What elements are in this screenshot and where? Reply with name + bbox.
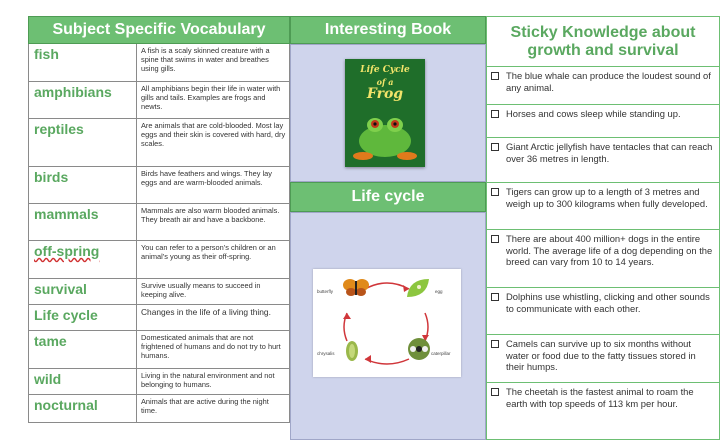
vocab-term: wild — [29, 369, 137, 394]
vocab-row-wild — [28, 369, 290, 395]
vocab-term: tame — [29, 331, 137, 368]
vocab-term: reptiles — [29, 119, 137, 166]
vocab-definition: Living in the natural environment and not belonging to humans. — [141, 371, 275, 389]
life-cycle-diagram — [313, 269, 461, 377]
vocabulary-column — [28, 16, 290, 423]
label-butterfly: butterfly — [317, 289, 334, 294]
vocab-row-birds — [28, 167, 290, 204]
checkbox-icon — [491, 293, 499, 301]
vocab-definition: You can refer to a person’s children or an animal’s young as their off-spring. — [141, 243, 276, 261]
vocab-row-nocturnal — [28, 395, 290, 423]
vocab-term: nocturnal — [29, 395, 137, 422]
vocab-row-fish — [28, 44, 290, 82]
life-cycle-title: Life cycle — [290, 182, 486, 212]
fact-item: Horses and cows sleep while standing up. — [486, 105, 720, 138]
vocab-row-reptiles — [28, 119, 290, 167]
vocab-definition: A fish is a scaly skinned creature with a spine that swims in water and breathes using gills. — [141, 46, 270, 73]
egg-leaf-icon — [405, 277, 431, 299]
vocab-term: survival — [29, 279, 137, 304]
vocabulary-title: Subject Specific Vocabulary — [28, 16, 290, 44]
checkbox-icon — [491, 235, 499, 243]
vocab-definition: Birds have feathers and wings. They lay eggs and are warm-blooded animals. — [141, 169, 272, 187]
butterfly-icon — [343, 277, 369, 297]
vocab-definition: Animals that are active during the night time. — [141, 397, 269, 415]
sticky-knowledge-title: Sticky Knowledge about growth and survival — [486, 16, 720, 67]
fact-item: The cheetah is the fastest animal to roam the earth with top speeds of 113 km per hour. — [486, 383, 720, 440]
vocab-definition: Mammals are also warm blooded animals. They breath air and have a backbone. — [141, 206, 280, 224]
chrysalis-icon — [339, 339, 365, 363]
vocab-definition: Are animals that are cold-blooded. Most lay eggs and their skin is covered with hard, dry scales. — [141, 121, 286, 148]
book-cover-image — [345, 59, 425, 167]
book-cover-title: Life Cycle of a Frog — [360, 65, 410, 102]
fact-item: The blue whale can produce the loudest sound of any animal. — [486, 67, 720, 105]
fact-item: Tigers can grow up to a length of 3 metres and weigh up to 300 kilograms when fully developed. — [486, 183, 720, 230]
vocab-term: fish — [29, 44, 137, 81]
label-egg: egg — [435, 289, 443, 294]
label-chrysalis: chrysalis — [317, 351, 335, 356]
book-column — [290, 16, 486, 440]
checkbox-icon — [491, 72, 499, 80]
interesting-book-title: Interesting Book — [290, 16, 486, 44]
vocab-term: amphibians — [29, 82, 137, 118]
fact-item: Camels can survive up to six months without water or food due to the fatty tissues stored in their humps. — [486, 335, 720, 383]
vocab-term: off-spring — [29, 241, 137, 278]
checkbox-icon — [491, 143, 499, 151]
vocab-row-tame — [28, 331, 290, 369]
checkbox-icon — [491, 388, 499, 396]
vocab-term: Life cycle — [29, 305, 137, 330]
label-caterpillar: caterpillar — [431, 351, 451, 356]
vocab-definition: All amphibians begin their life in water with gills and tails. Examples are frogs and newts. — [141, 84, 281, 111]
vocab-definition: Survive usually means to succeed in keeping alive. — [141, 281, 261, 299]
vocab-row-off-spring — [28, 241, 290, 279]
vocab-definition: Changes in the life of a living thing. — [141, 307, 271, 317]
knowledge-organiser — [28, 16, 720, 440]
fact-item: Dolphins use whistling, clicking and other sounds to communicate with each other. — [486, 288, 720, 335]
fact-item: Giant Arctic jellyfish have tentacles that can reach over 36 metres in length. — [486, 138, 720, 183]
vocab-definition: Domesticated animals that are not frightened of humans and do not try to hurt humans. — [141, 333, 281, 360]
life-cycle-panel — [290, 212, 486, 440]
vocab-row-life-cycle — [28, 305, 290, 331]
book-panel — [290, 44, 486, 182]
vocab-row-amphibians — [28, 82, 290, 119]
frog-icon — [345, 59, 425, 167]
vocab-term: mammals — [29, 204, 137, 240]
checkbox-icon — [491, 110, 499, 118]
checkbox-icon — [491, 340, 499, 348]
sticky-knowledge-column — [486, 16, 720, 440]
fact-item: There are about 400 million+ dogs in the entire world. The average life of a dog depending on the breed can vary from 10 to 14 years. — [486, 230, 720, 288]
vocab-term: birds — [29, 167, 137, 203]
vocab-row-survival — [28, 279, 290, 305]
checkbox-icon — [491, 188, 499, 196]
caterpillar-icon — [405, 337, 433, 361]
vocab-row-mammals — [28, 204, 290, 241]
